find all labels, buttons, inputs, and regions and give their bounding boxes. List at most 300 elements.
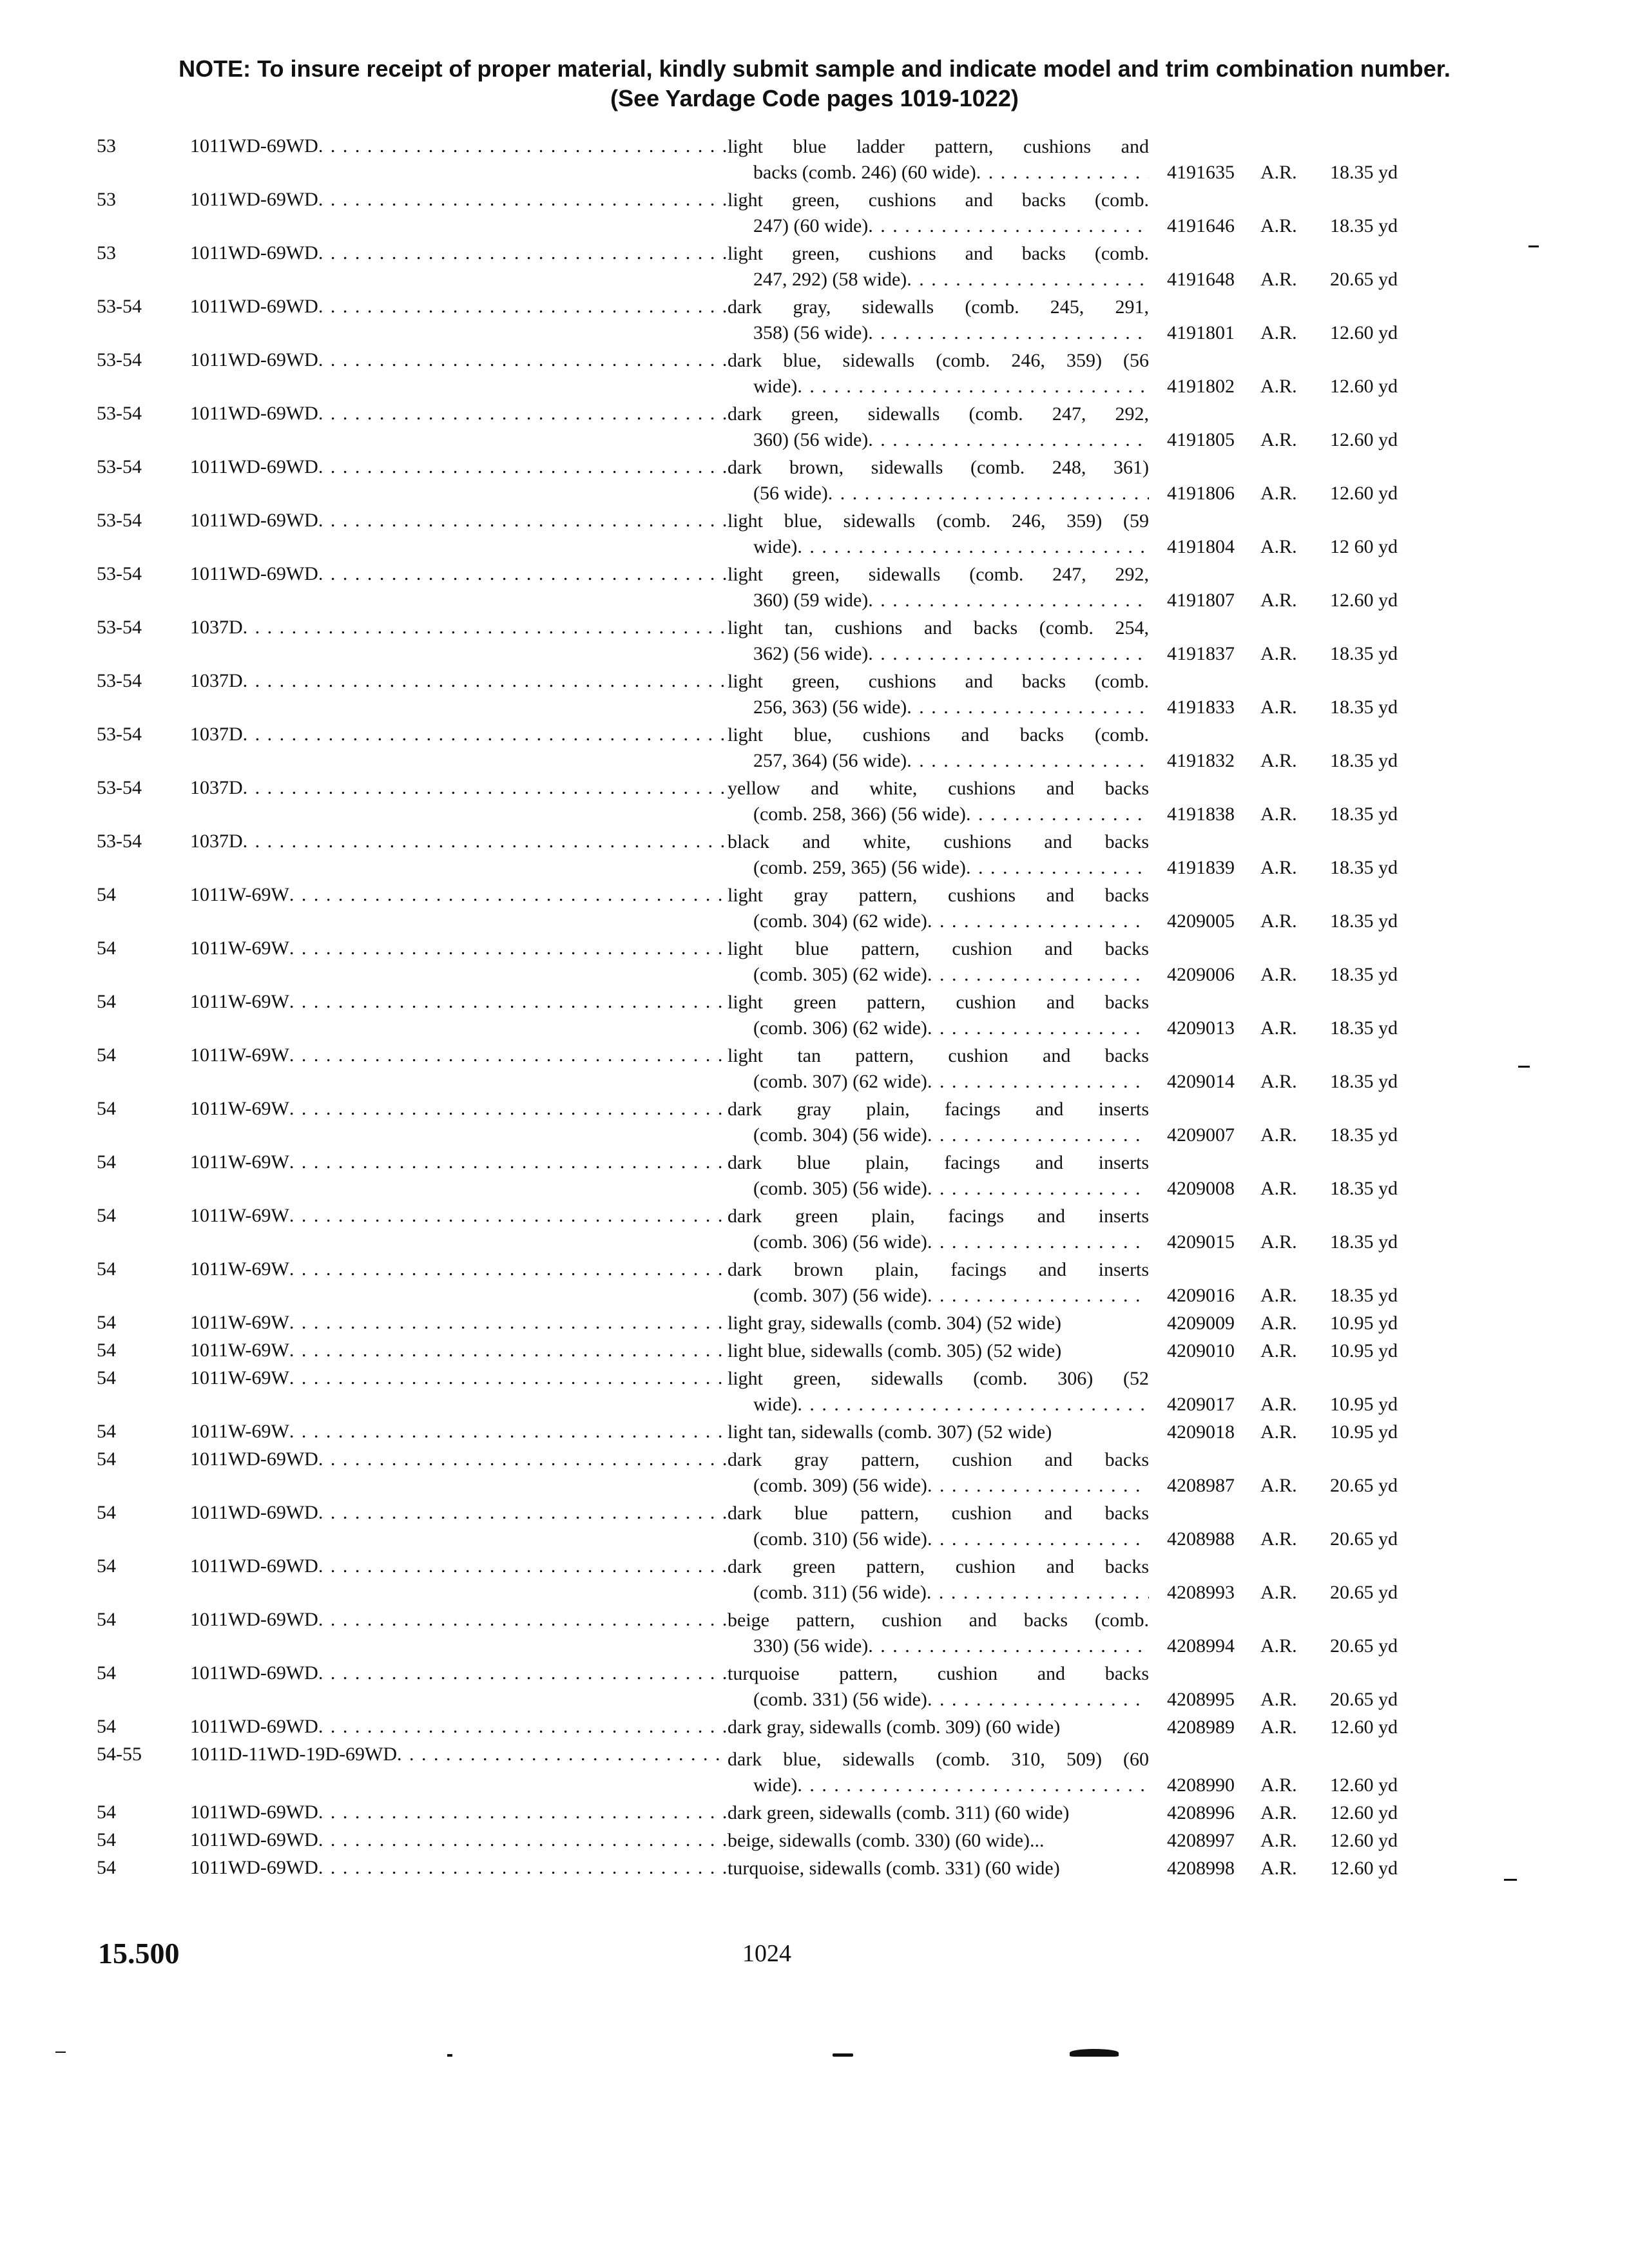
model-year: 53-54 <box>97 349 142 370</box>
part-number: 4209014 <box>1167 1071 1235 1092</box>
body-model <box>190 1499 728 1526</box>
body-model-text: 1037D <box>190 724 243 745</box>
material-description <box>728 1366 1149 1418</box>
body-model-text: 1011WD-69WD <box>190 1716 318 1737</box>
dot-leader <box>927 1229 1149 1255</box>
description-line-2-text: 360) (59 wide) <box>753 590 869 611</box>
dot-leader <box>927 1580 1149 1606</box>
dot-leader <box>927 1473 1149 1499</box>
model-year: 54 <box>97 884 116 905</box>
material-description <box>728 1204 1149 1255</box>
dot-leader <box>243 668 728 694</box>
description-line-2-text: wide) <box>753 376 798 397</box>
model-year: 53-54 <box>97 617 142 638</box>
body-model <box>190 1418 728 1445</box>
model-year: 53-54 <box>97 510 142 531</box>
description-line-2 <box>728 267 1149 293</box>
body-model-text: 1011WD-69WD <box>190 349 318 370</box>
as-required: A.R. <box>1260 376 1297 397</box>
as-required: A.R. <box>1260 964 1297 985</box>
table-row <box>97 399 1431 453</box>
yardage: 12.60 yd <box>1330 376 1398 397</box>
as-required: A.R. <box>1260 215 1297 236</box>
dot-leader <box>966 855 1149 881</box>
body-model-text: 1011W-69W <box>190 1205 289 1226</box>
yardage: 18.35 yd <box>1330 964 1398 985</box>
description-line-2-text: (comb. 306) (62 wide) <box>753 1017 927 1039</box>
model-year: 54 <box>97 991 116 1012</box>
as-required: A.R. <box>1260 536 1297 557</box>
part-number: 4191832 <box>1167 750 1235 771</box>
material-description: light gray, sidewalls (comb. 304) (52 wide) <box>728 1312 1061 1334</box>
model-year: 54 <box>97 937 116 959</box>
description-line-2-text: (comb. 310) (56 wide) <box>753 1528 927 1550</box>
part-number: 4209005 <box>1167 910 1235 932</box>
material-description <box>728 1043 1149 1095</box>
description-line-1: dark green plain, facings and inserts <box>728 1206 1149 1227</box>
material-description <box>728 1097 1149 1148</box>
note-line-1: NOTE: To insure receipt of proper material, kindly submit sample and indicate model and trim combination number. <box>178 55 1451 82</box>
table-row <box>97 988 1431 1041</box>
description-line-1: dark brown, sidewalls (comb. 248, 361) <box>728 457 1149 478</box>
dot-leader <box>397 1742 728 1767</box>
body-model <box>190 1255 728 1282</box>
description-line-2 <box>728 1069 1149 1095</box>
material-description <box>728 829 1149 881</box>
material-description <box>728 669 1149 720</box>
part-number: 4209015 <box>1167 1231 1235 1253</box>
table-row <box>97 186 1431 239</box>
page-note <box>0 54 1629 113</box>
body-model-text: 1011WD-69WD <box>190 1829 318 1850</box>
as-required: A.R. <box>1260 1635 1297 1657</box>
body-model-text: 1011WD-69WD <box>190 1502 318 1523</box>
model-year: 54 <box>97 1098 116 1119</box>
dot-leader <box>868 641 1149 667</box>
dot-leader <box>243 722 728 747</box>
part-number: 4208993 <box>1167 1582 1235 1603</box>
body-model-text: 1011WD-69WD <box>190 135 318 157</box>
dot-leader <box>318 1660 728 1686</box>
body-model <box>190 186 728 213</box>
body-model <box>190 1095 728 1122</box>
part-number: 4191635 <box>1167 162 1235 183</box>
body-model-text: 1011WD-69WD <box>190 189 318 210</box>
table-row <box>97 934 1431 988</box>
table-row <box>97 1740 1431 1798</box>
description-line-2 <box>728 1473 1149 1499</box>
body-model-text: 1011W-69W <box>190 937 289 959</box>
model-year: 53-54 <box>97 403 142 424</box>
part-number: 4191838 <box>1167 803 1235 825</box>
model-year: 53 <box>97 189 116 210</box>
material-description <box>728 1501 1149 1552</box>
part-number: 4209007 <box>1167 1124 1235 1146</box>
description-line-2 <box>728 1773 1149 1798</box>
material-description <box>728 615 1149 667</box>
body-model-text: 1011WD-69WD <box>190 1609 318 1630</box>
description-line-2 <box>728 481 1149 506</box>
dot-leader <box>868 427 1149 453</box>
material-description <box>728 722 1149 774</box>
yardage: 18.35 yd <box>1330 643 1398 664</box>
description-line-1: dark gray plain, facings and inserts <box>728 1099 1149 1120</box>
material-description: light tan, sidewalls (comb. 307) (52 wide) <box>728 1421 1052 1443</box>
scan-mark <box>55 2052 66 2053</box>
model-year: 54 <box>97 1829 116 1850</box>
part-number: 4209008 <box>1167 1178 1235 1199</box>
model-year: 54 <box>97 1502 116 1523</box>
dot-leader <box>318 508 728 533</box>
description-line-2-text: 330) (56 wide) <box>753 1635 869 1657</box>
part-number: 4191805 <box>1167 429 1235 450</box>
dot-leader <box>289 1256 728 1282</box>
material-description <box>728 401 1149 453</box>
description-line-2-text: wide) <box>753 536 798 557</box>
table-row <box>97 1364 1431 1418</box>
dot-leader <box>927 908 1149 934</box>
yardage: 20.65 yd <box>1330 1635 1398 1657</box>
body-model <box>190 1309 728 1336</box>
model-year: 54 <box>97 1662 116 1684</box>
page-number: 1024 <box>742 1940 791 1967</box>
body-model-text: 1011W-69W <box>190 1367 289 1389</box>
body-model <box>190 774 728 801</box>
yardage: 12.60 yd <box>1330 483 1398 504</box>
dot-leader <box>318 454 728 480</box>
description-line-1: beige pattern, cushion and backs (comb. <box>728 1610 1149 1631</box>
yardage: 20.65 yd <box>1330 1475 1398 1496</box>
material-description <box>728 883 1149 934</box>
body-model-text: 1011WD-69WD <box>190 563 318 584</box>
body-model <box>190 1826 728 1853</box>
dot-leader <box>868 588 1149 613</box>
body-model-text: 1011W-69W <box>190 991 289 1012</box>
body-model-text: 1011WD-69WD <box>190 296 318 317</box>
description-line-2-text: 256, 363) (56 wide) <box>753 697 907 718</box>
table-row <box>97 1309 1431 1336</box>
description-line-2-text: (comb. 311) (56 wide) <box>753 1582 927 1603</box>
yardage: 20.65 yd <box>1330 1582 1398 1603</box>
material-description <box>728 1661 1149 1713</box>
as-required: A.R. <box>1260 1858 1297 1879</box>
dot-leader <box>927 1069 1149 1095</box>
body-model <box>190 1854 728 1881</box>
description-line-1: dark gray, sidewalls (comb. 245, 291, <box>728 296 1149 318</box>
dot-leader <box>289 1338 728 1363</box>
body-model <box>190 1445 728 1472</box>
as-required: A.R. <box>1260 1231 1297 1253</box>
dot-leader <box>318 1714 728 1740</box>
table-row <box>97 1202 1431 1255</box>
as-required: A.R. <box>1260 750 1297 771</box>
scan-mark <box>1518 1066 1530 1068</box>
yardage: 12.60 yd <box>1330 429 1398 450</box>
part-number: 4208995 <box>1167 1689 1235 1710</box>
dot-leader <box>289 989 728 1015</box>
yardage: 18.35 yd <box>1330 1124 1398 1146</box>
table-row <box>97 881 1431 934</box>
dot-leader <box>797 1392 1149 1418</box>
dot-leader <box>318 1800 728 1825</box>
description-line-1: dark brown plain, facings and inserts <box>728 1259 1149 1280</box>
body-model <box>190 720 728 747</box>
dot-leader <box>927 1122 1149 1148</box>
scan-mark <box>833 2053 853 2057</box>
body-model <box>190 1148 728 1175</box>
body-model <box>190 1336 728 1363</box>
table-row <box>97 1095 1431 1148</box>
as-required: A.R. <box>1260 1017 1297 1039</box>
part-number: 4209010 <box>1167 1340 1235 1361</box>
model-year: 54 <box>97 1151 116 1173</box>
description-line-2 <box>728 1687 1149 1713</box>
description-line-2 <box>728 534 1149 560</box>
yardage: 20.65 yd <box>1330 1528 1398 1550</box>
body-model-text: 1011W-69W <box>190 1258 289 1280</box>
description-line-2-text: (comb. 306) (56 wide) <box>753 1231 927 1253</box>
part-number: 4208997 <box>1167 1830 1235 1851</box>
dot-leader <box>289 882 728 908</box>
scan-mark <box>1528 245 1539 247</box>
body-model <box>190 1202 728 1229</box>
as-required: A.R. <box>1260 1394 1297 1415</box>
description-line-2 <box>728 1526 1149 1552</box>
material-description <box>728 241 1149 293</box>
description-line-1: light blue ladder pattern, cushions and <box>728 136 1149 157</box>
dot-leader <box>243 615 728 640</box>
table-row <box>97 1336 1431 1364</box>
description-line-2-text: (comb. 304) (56 wide) <box>753 1124 927 1146</box>
dot-leader <box>927 1015 1149 1041</box>
description-line-2-text: wide) <box>753 1774 798 1796</box>
yardage: 18.35 yd <box>1330 1231 1398 1253</box>
description-line-1: dark green pattern, cushion and backs <box>728 1556 1149 1577</box>
model-year: 54 <box>97 1609 116 1630</box>
yardage: 18.35 yd <box>1330 1178 1398 1199</box>
body-model <box>190 1713 728 1740</box>
table-row <box>97 239 1431 293</box>
dot-leader <box>318 294 728 320</box>
description-line-2-text: 358) (56 wide) <box>753 322 869 343</box>
as-required: A.R. <box>1260 1528 1297 1550</box>
body-model <box>190 613 728 640</box>
table-row <box>97 1255 1431 1309</box>
body-model-text: 1011W-69W <box>190 1044 289 1066</box>
part-number: 4191801 <box>1167 322 1235 343</box>
yardage: 12.60 yd <box>1330 322 1398 343</box>
dot-leader <box>828 481 1149 506</box>
body-model <box>190 934 728 961</box>
body-model <box>190 1364 728 1391</box>
yardage: 12 60 yd <box>1330 536 1398 557</box>
dot-leader <box>318 1827 728 1853</box>
description-line-1: dark blue, sidewalls (comb. 246, 359) (56 <box>728 350 1149 371</box>
as-required: A.R. <box>1260 269 1297 290</box>
dot-leader <box>907 695 1149 720</box>
description-line-2-text: 362) (56 wide) <box>753 643 869 664</box>
table-row <box>97 506 1431 560</box>
as-required: A.R. <box>1260 643 1297 664</box>
description-line-2-text: 257, 364) (56 wide) <box>753 750 907 771</box>
dot-leader <box>927 1687 1149 1713</box>
description-line-1: yellow and white, cushions and backs <box>728 778 1149 799</box>
part-number: 4208990 <box>1167 1774 1235 1796</box>
material-description <box>728 187 1149 239</box>
table-row <box>97 1499 1431 1552</box>
dot-leader <box>289 1310 728 1336</box>
description-line-2 <box>728 1176 1149 1202</box>
description-line-2 <box>728 160 1149 186</box>
body-model <box>190 667 728 694</box>
dot-leader <box>289 1365 728 1391</box>
yardage: 20.65 yd <box>1330 269 1398 290</box>
body-model-text: 1011WD-69WD <box>190 1857 318 1878</box>
model-year: 54 <box>97 1258 116 1280</box>
yardage: 18.35 yd <box>1330 1071 1398 1092</box>
dot-leader <box>318 1553 728 1579</box>
dot-leader <box>868 1633 1149 1659</box>
dot-leader <box>318 1446 728 1472</box>
table-row <box>97 1798 1431 1826</box>
as-required: A.R. <box>1260 803 1297 825</box>
table-row <box>97 560 1431 613</box>
material-description: dark gray, sidewalls (comb. 309) (60 wide) <box>728 1716 1061 1738</box>
body-model-text: 1011W-69W <box>190 1151 289 1173</box>
table-row <box>97 1659 1431 1713</box>
model-year: 53-54 <box>97 831 142 852</box>
table-row <box>97 720 1431 774</box>
description-line-2 <box>728 427 1149 453</box>
as-required: A.R. <box>1260 1421 1297 1443</box>
dot-leader <box>289 1149 728 1175</box>
as-required: A.R. <box>1260 857 1297 878</box>
body-model <box>190 506 728 533</box>
dot-leader <box>289 936 728 961</box>
body-model <box>190 346 728 373</box>
description-line-2 <box>728 1580 1149 1606</box>
material-description <box>728 1554 1149 1606</box>
part-number: 4209018 <box>1167 1421 1235 1443</box>
yardage: 18.35 yd <box>1330 697 1398 718</box>
body-model <box>190 453 728 480</box>
description-line-2-text: (comb. 258, 366) (56 wide) <box>753 803 966 825</box>
model-year: 54 <box>97 1857 116 1878</box>
description-line-1: light tan pattern, cushion and backs <box>728 1045 1149 1066</box>
body-model <box>190 1740 728 1767</box>
part-number: 4209006 <box>1167 964 1235 985</box>
table-row <box>97 293 1431 346</box>
description-line-2-text: (comb. 305) (62 wide) <box>753 964 927 985</box>
model-year: 54 <box>97 1802 116 1823</box>
model-year: 53-54 <box>97 563 142 584</box>
description-line-1: dark blue pattern, cushion and backs <box>728 1503 1149 1524</box>
description-line-2 <box>728 1283 1149 1309</box>
table-row <box>97 1826 1431 1854</box>
body-model-text: 1011W-69W <box>190 1340 289 1361</box>
part-number: 4208996 <box>1167 1802 1235 1823</box>
dot-leader <box>318 240 728 266</box>
dot-leader <box>927 1283 1149 1309</box>
model-year: 54 <box>97 1448 116 1470</box>
model-year: 53-54 <box>97 296 142 317</box>
description-line-2-text: 360) (56 wide) <box>753 429 869 450</box>
as-required: A.R. <box>1260 1312 1297 1334</box>
body-model-text: 1011WD-69WD <box>190 1802 318 1823</box>
body-model-text: 1011W-69W <box>190 884 289 905</box>
description-line-2-text: 247, 292) (58 wide) <box>753 269 907 290</box>
yardage: 20.65 yd <box>1330 1689 1398 1710</box>
yardage: 12.60 yd <box>1330 1716 1398 1738</box>
body-model-text: 1011W-69W <box>190 1421 289 1442</box>
part-number: 4191646 <box>1167 215 1235 236</box>
model-year: 53 <box>97 135 116 157</box>
model-year: 53-54 <box>97 670 142 691</box>
dot-leader <box>797 1773 1149 1798</box>
part-number: 4191807 <box>1167 590 1235 611</box>
model-year: 54 <box>97 1044 116 1066</box>
dot-leader <box>907 267 1149 293</box>
description-line-1: light green pattern, cushion and backs <box>728 992 1149 1013</box>
as-required: A.R. <box>1260 1475 1297 1496</box>
material-description <box>728 936 1149 988</box>
body-model <box>190 132 728 159</box>
model-year: 54 <box>97 1367 116 1389</box>
as-required: A.R. <box>1260 1124 1297 1146</box>
parts-list <box>97 132 1431 1881</box>
dot-leader <box>243 829 728 854</box>
as-required: A.R. <box>1260 1285 1297 1306</box>
table-row <box>97 1148 1431 1202</box>
model-year: 53 <box>97 242 116 264</box>
scan-mark <box>1504 1879 1517 1881</box>
table-row <box>97 774 1431 827</box>
description-line-1: dark blue, sidewalls (comb. 310, 509) (60 <box>728 1749 1149 1770</box>
part-number: 4191804 <box>1167 536 1235 557</box>
body-model-text: 1037D <box>190 617 243 638</box>
dot-leader <box>318 561 728 587</box>
part-number: 4209009 <box>1167 1312 1235 1334</box>
dot-leader <box>907 748 1149 774</box>
body-model <box>190 988 728 1015</box>
body-model-text: 1011WD-69WD <box>190 510 318 531</box>
description-line-2-text: (comb. 309) (56 wide) <box>753 1475 927 1496</box>
as-required: A.R. <box>1260 1716 1297 1738</box>
material-description: beige, sidewalls (comb. 330) (60 wide)... <box>728 1830 1045 1851</box>
material-description <box>728 508 1149 560</box>
description-line-1: dark blue plain, facings and inserts <box>728 1152 1149 1173</box>
description-line-2-text: (comb. 305) (56 wide) <box>753 1178 927 1199</box>
as-required: A.R. <box>1260 1178 1297 1199</box>
part-number: 4191833 <box>1167 697 1235 718</box>
dot-leader <box>318 347 728 373</box>
body-model <box>190 399 728 427</box>
dot-leader <box>868 213 1149 239</box>
description-line-1: light green, cushions and backs (comb. <box>728 243 1149 264</box>
description-line-1: light blue, sidewalls (comb. 246, 359) (59 <box>728 510 1149 532</box>
table-row <box>97 346 1431 399</box>
section-number: 15.500 <box>98 1937 180 1970</box>
as-required: A.R. <box>1260 1774 1297 1796</box>
table-row <box>97 1552 1431 1606</box>
body-model <box>190 1659 728 1686</box>
yardage: 10.95 yd <box>1330 1312 1398 1334</box>
material-description <box>728 1150 1149 1202</box>
body-model <box>190 560 728 587</box>
description-line-2 <box>728 855 1149 881</box>
description-line-1: light green, sidewalls (comb. 247, 292, <box>728 564 1149 585</box>
body-model <box>190 1041 728 1068</box>
